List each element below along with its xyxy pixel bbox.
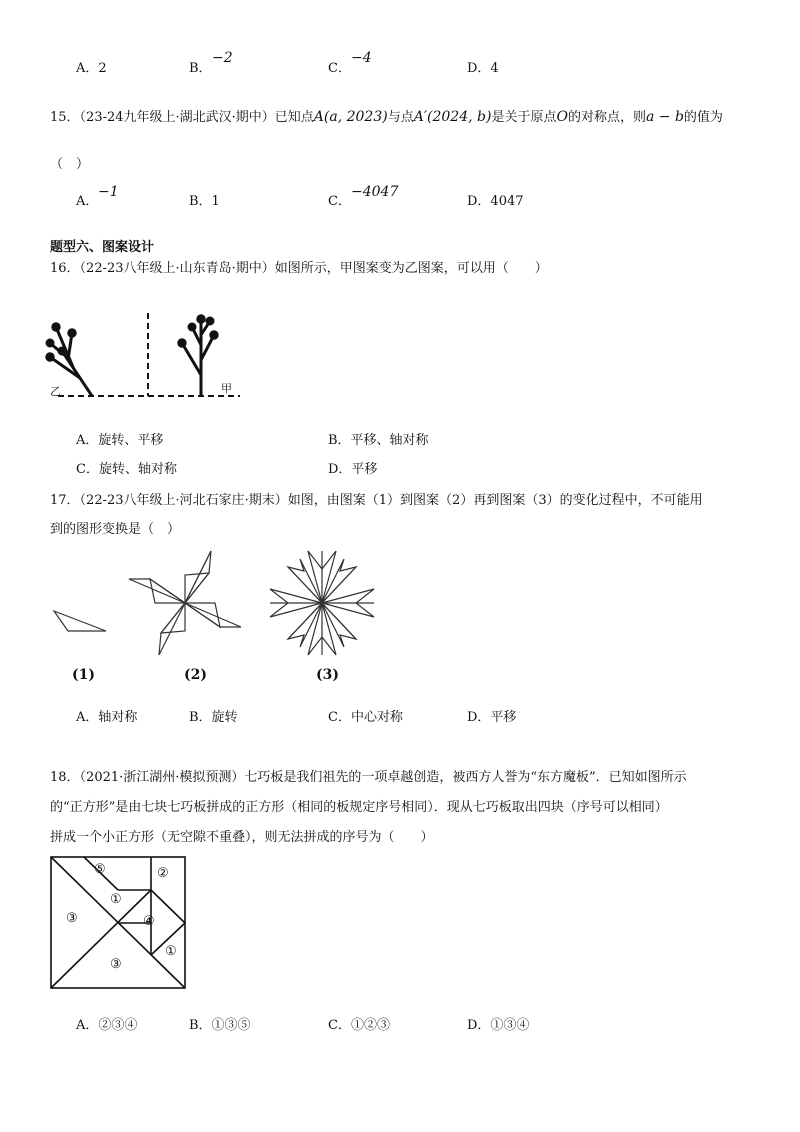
q14-option-c-value: −4 xyxy=(351,50,372,66)
q15-suffix2: 的对称点，则 xyxy=(567,110,646,125)
q15-option-c-letter: C． xyxy=(328,194,351,209)
q17-figures xyxy=(50,545,390,665)
q17-option-a: A．轴对称 xyxy=(76,710,138,725)
q15-mid: 与点 xyxy=(387,110,414,125)
q18-stem-line2: 的“正方形”是由七块七巧板拼成的正方形（相同的板规定序号相同）．现从七巧板取出四块（序号可以相同） xyxy=(50,800,668,815)
tangram-piece-3a: ③ xyxy=(66,911,78,926)
q15-option-a-letter: A． xyxy=(76,194,99,209)
tangram-piece-5: ⑤ xyxy=(94,862,106,877)
q15-option-a-value: −1 xyxy=(98,184,119,200)
q15-option-c-value: −4047 xyxy=(351,184,399,200)
q17-option-c: C．中心对称 xyxy=(328,710,403,725)
fig-label-1: (1) xyxy=(72,667,95,683)
q14-option-b-value: −2 xyxy=(212,50,233,66)
label-yi: 乙 xyxy=(50,385,61,398)
q14-option-b-letter: B． xyxy=(189,61,212,76)
q18-option-d: D．①③④ xyxy=(467,1018,530,1033)
figure-3-star xyxy=(270,551,374,655)
figure-2-pinwheel xyxy=(129,551,241,655)
q15-option-d: D．4047 xyxy=(467,194,524,209)
tangram-piece-3b: ③ xyxy=(110,957,122,972)
q16-option-c: C．旋转、轴对称 xyxy=(76,462,177,477)
q18-option-b: B．①③⑤ xyxy=(189,1018,251,1033)
tangram-piece-1a: ① xyxy=(110,892,122,907)
q15-prefix: 15．（23-24九年级上·湖北武汉·期中）已知点 xyxy=(50,110,314,125)
q15-expression: a − b xyxy=(645,109,684,125)
q16-option-a: A．旋转、平移 xyxy=(76,433,164,448)
q15-answer-paren: （ ） xyxy=(50,157,90,172)
q14-option-d: D．4 xyxy=(467,61,499,76)
q14-option-a: A．2 xyxy=(76,61,107,76)
q16-option-d: D．平移 xyxy=(328,462,378,477)
q18-stem-line3: 拼成一个小正方形（无空隙不重叠），则无法拼成的序号为（ ） xyxy=(50,830,434,845)
tree-jia xyxy=(179,316,217,396)
label-jia: 甲 xyxy=(221,382,232,395)
fig-label-2: (2) xyxy=(184,667,207,683)
q15-origin: O xyxy=(556,109,568,125)
q15-point-a: A(a, 2023) xyxy=(313,109,388,125)
q17-option-d: D．平移 xyxy=(467,710,517,725)
q18-option-c: C．①②③ xyxy=(328,1018,390,1033)
q15-point-a-prime: A′(2024, b) xyxy=(413,109,492,125)
q16-figure xyxy=(40,305,250,405)
tangram-piece-2: ② xyxy=(157,866,169,881)
q15-stem xyxy=(50,106,723,125)
tangram-piece-1b: ① xyxy=(165,944,177,959)
q14-option-c-letter: C． xyxy=(328,61,351,76)
q15-suffix1: 是关于原点 xyxy=(491,110,557,125)
q17-stem-line2: 到的图形变换是（ ） xyxy=(50,522,181,537)
section-title: 题型六、图案设计 xyxy=(50,240,155,255)
q15-option-b: B．1 xyxy=(189,194,220,209)
q16-stem: 16．（22-23八年级上·山东青岛·期中）如图所示，甲图案变为乙图案，可以用（ ） xyxy=(50,261,548,276)
figure-1-triangle xyxy=(54,611,106,631)
q15-suffix3: 的值为 xyxy=(683,110,723,125)
fig-label-3: (3) xyxy=(316,667,339,683)
tangram-piece-4: ④ xyxy=(143,914,155,929)
q18-option-a: A．②③④ xyxy=(76,1018,138,1033)
q16-option-b: B．平移、轴对称 xyxy=(328,433,429,448)
q17-option-b: B．旋转 xyxy=(189,710,238,725)
q17-stem-line1: 17．（22-23八年级上·河北石家庄·期末）如图，由图案（1）到图案（2）再到图案（3）的变化过程中，不可能用 xyxy=(50,493,703,508)
q18-stem-line1: 18．（2021·浙江湖州·模拟预测）七巧板是我们祖先的一项卓越创造，被西方人誉为“东方魔板”．已知如图所示 xyxy=(50,770,687,785)
